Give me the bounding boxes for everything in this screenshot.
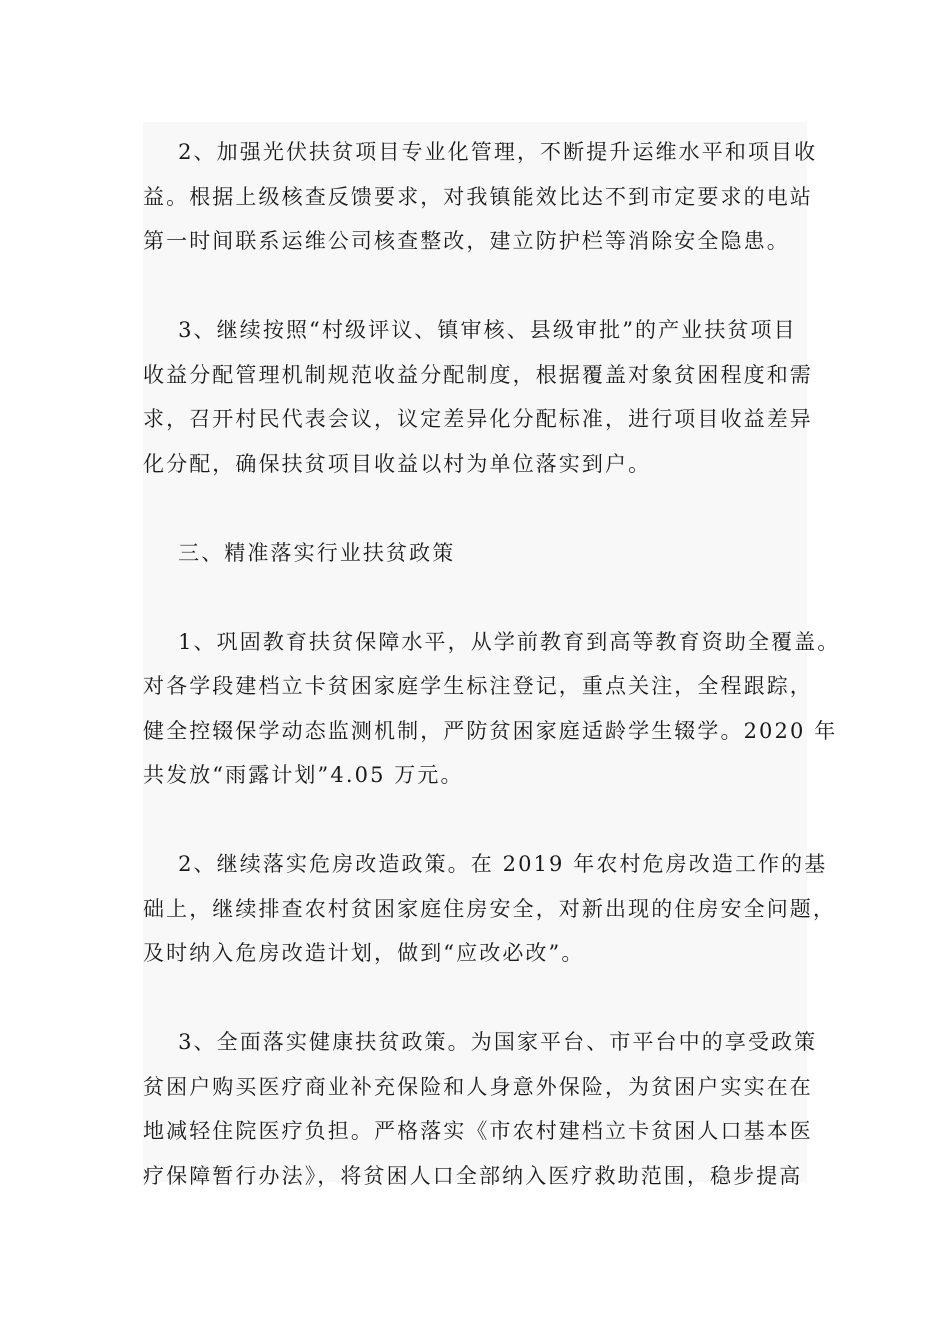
text-line: 地减轻住院医疗负担。严格落实《市农村建档立卡贫困人口基本医 — [143, 1119, 813, 1143]
document-body — [143, 130, 841, 1198]
text-line: 求，召开村民代表会议，议定差异化分配标准，进行项目收益差异 — [143, 407, 813, 431]
paragraph-gap — [143, 486, 823, 531]
paragraph-gap — [143, 264, 823, 309]
text-line: 2、加强光伏扶贫项目专业化管理，不断提升运维水平和项目收 — [143, 140, 818, 164]
text-line: 3、继续按照“村级评议、镇审核、县级审批”的产业扶贫项目 — [143, 318, 797, 342]
text-line: 疗保障暂行办法》，将贫困人口全部纳入医疗救助范围，稳步提高 — [143, 1163, 803, 1188]
text-line: 及时纳入危房改造计划，做到“应改必改”。 — [143, 941, 585, 965]
paragraph-gap — [143, 798, 823, 843]
text-line: 共发放“雨露计划”4.05 万元。 — [143, 763, 464, 787]
text-line: 益。根据上级核查反馈要求，对我镇能效比达不到市定要求的电站 — [143, 184, 813, 209]
paragraph-income-distribution — [143, 308, 823, 486]
text-line: 收益分配管理机制规范收益分配制度，根据覆盖对象贫困程度和需 — [143, 362, 813, 387]
section-heading-text: 三、精准落实行业扶贫政策 — [143, 540, 456, 565]
text-line: 2、继续落实危房改造政策。在 2019 年农村危房改造工作的基 — [143, 852, 828, 876]
text-line: 第一时间联系运维公司核查整改，建立防护栏等消除安全隐患。 — [143, 229, 790, 253]
paragraph-pv-management — [143, 130, 823, 264]
text-line: 贫困户购买医疗商业补充保险和人身意外保险，为贫困户实实在在 — [143, 1074, 813, 1099]
paragraph-education — [143, 620, 841, 798]
paragraph-housing — [143, 842, 836, 976]
paragraph-health — [143, 1020, 823, 1198]
text-line: 3、全面落实健康扶贫政策。为国家平台、市平台中的享受政策 — [143, 1030, 818, 1054]
text-line: 础上，继续排查农村贫困家庭住房安全，对新出现的住房安全问题， — [143, 896, 836, 921]
paragraph-gap — [143, 575, 823, 620]
text-line: 1、巩固教育扶贫保障水平，从学前教育到高等教育资助全覆盖。 — [143, 629, 841, 654]
paragraph-gap — [143, 976, 823, 1021]
text-line: 健全控辍保学动态监测机制，严防贫困家庭适龄学生辍学。2020 年 — [143, 718, 838, 743]
section-heading — [143, 531, 823, 576]
text-line: 对各学段建档立卡贫困家庭学生标注登记，重点关注，全程跟踪， — [143, 674, 813, 698]
text-line: 化分配，确保扶贫项目收益以村为单位落实到户。 — [143, 451, 652, 476]
